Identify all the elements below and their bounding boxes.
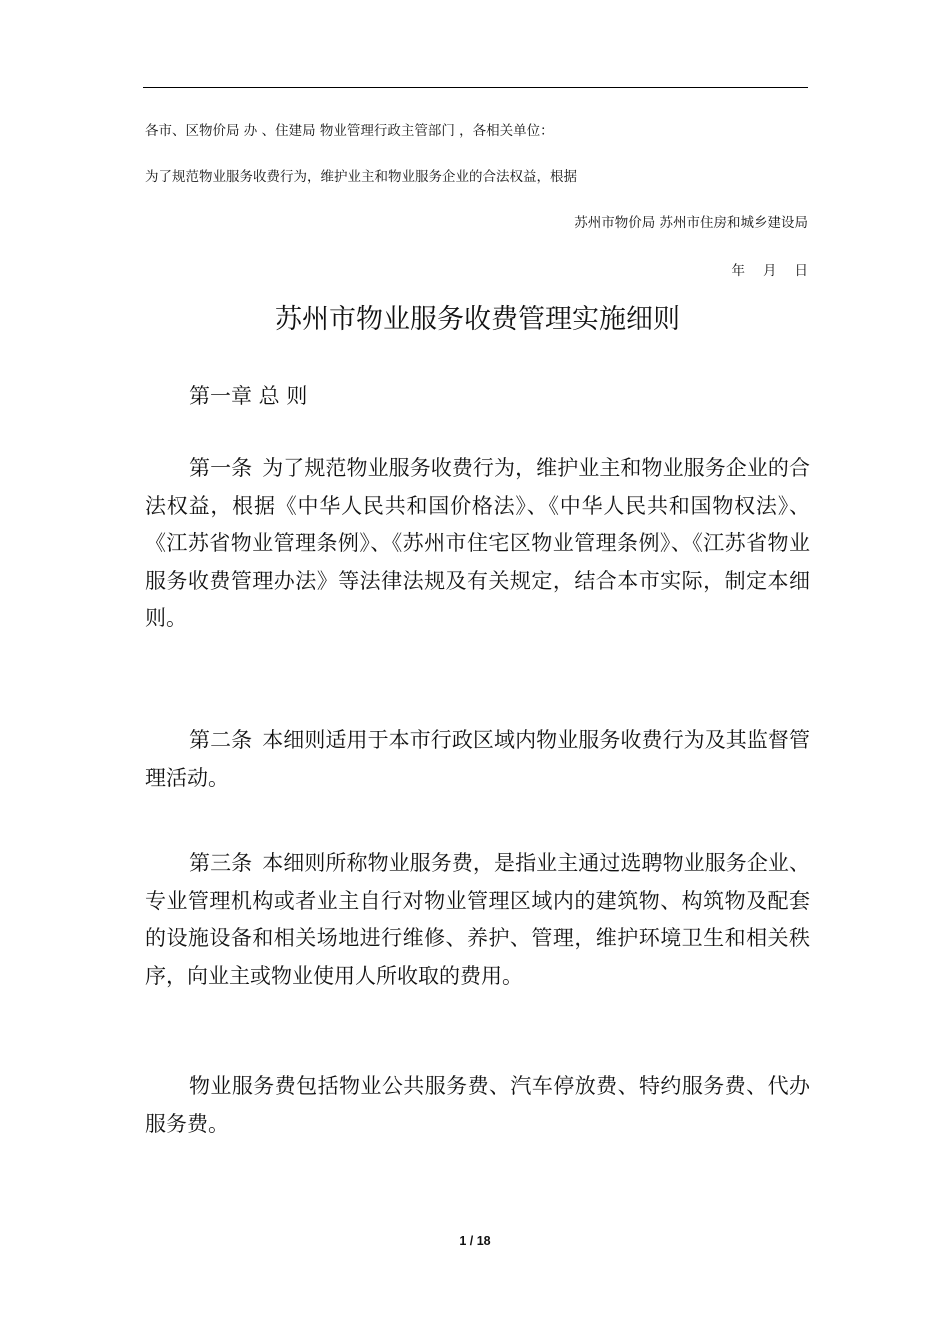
article-2-text: 本细则适用于本市行政区域内物业服务收费行为及其监督管理活动。 (145, 728, 811, 790)
date-day: 日 (794, 263, 808, 279)
addressee-line: 各市、区物价局 办 、住建局 物业管理行政主管部门 ，各相关单位： (145, 123, 554, 139)
date-month: 月 (763, 263, 777, 279)
page-number: 1 / 18 (459, 1234, 491, 1248)
date-year: 年 (731, 263, 745, 279)
article-3-number: 第三条 (189, 851, 253, 875)
article-3-text: 本细则所称物业服务费，是指业主通过选聘物业服务企业、专业管理机构或者业主自行对物业管理区域内的建筑物、构筑物及配套的设施设备和相关场地进行维修、养护、管理，维护环境卫生和相关秩序，向业主或物业使用人所收取的费用。 (145, 851, 811, 988)
document-title: 苏州市物业服务收费管理实施细则 (275, 304, 680, 335)
article-2 (145, 722, 810, 797)
article-2-number: 第二条 (189, 728, 253, 752)
service-fee-paragraph: 物业服务费包括物业公共服务费、汽车停放费、特约服务费、代办服务费。 (145, 1074, 810, 1136)
intro-line: 为了规范物业服务收费行为，维护业主和物业服务企业的合法权益，根据 (145, 169, 577, 185)
article-1-text: 为了规范物业服务收费行为，维护业主和物业服务企业的合法权益，根据《中华人民共和国价格法》、《中华人民共和国物权法》、《江苏省物业管理条例》、《苏州市住宅区物业管理条例》、《江苏省物业服务收费管理办法》等法律法规及有关规定，结合本市实际，制定本细则。 (145, 456, 811, 631)
date-line (732, 262, 809, 280)
article-3 (145, 845, 810, 995)
issuing-authorities: 苏州市物价局 苏州市住房和城乡建设局 (574, 215, 808, 231)
article-1-number: 第一条 (189, 456, 253, 480)
chapter-heading: 第一章 总 则 (189, 384, 308, 408)
header-rule (143, 87, 808, 88)
article-1 (145, 450, 810, 638)
